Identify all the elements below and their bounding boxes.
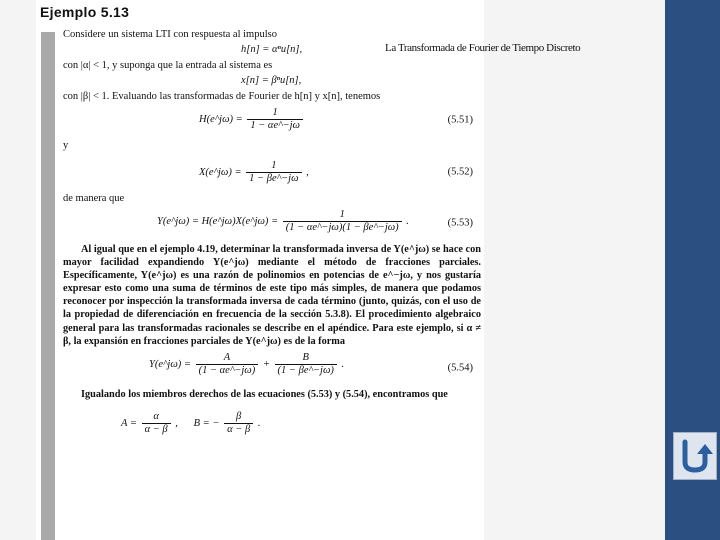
- equation-number: (5.54): [447, 362, 473, 374]
- equation-number: (5.51): [447, 114, 473, 126]
- slide-title: La Transformada de Fourier de Tiempo Discreto: [385, 42, 581, 54]
- equation-5-53: Y(e^jω) = H(e^jω)X(e^jω) = $\frac{1}{(1 - \alpha e\^{}-j\omega)(1 - \beta e\^{}-j\omega)}$ . (5.53): [157, 209, 473, 233]
- coefficients-equation: A = $\frac{\alpha}{\alpha - \beta}$ , B = − $\frac{\beta}{\alpha - \beta}$ .: [121, 410, 261, 435]
- equation-number: (5.52): [447, 166, 473, 178]
- equation-h: h[n] = αⁿu[n],: [241, 44, 303, 55]
- connector-line: de manera que: [63, 193, 125, 204]
- return-button[interactable]: [673, 432, 717, 480]
- conjunction-y: y: [63, 140, 69, 151]
- intro-line: Considere un sistema LTI con respuesta al impulso: [63, 29, 277, 40]
- equation-x: x[n] = βⁿu[n],: [241, 75, 302, 86]
- equation-5-52: X(e^jω) = $\frac{1}{1 - \beta e\^{}-j\omega}$ , (5.52): [199, 160, 473, 184]
- example-body: [63, 28, 481, 441]
- explanation-paragraph: Al igual que en el ejemplo 4.19, determinar la transformada inversa de Y(e^jω) se hace con mayor facilidad expandiendo Y(e^jω) mediante el método de fracciones parciales. Específicamente, Y(e^jω) es una razón de polinomios en potencias de e^−jω, y nos gustaría expresar esto como una suma de términos de este tipo más simples, de manera que podamos reconocer por inspección la transformada inversa de cada término (junto, quizás, con el uso de la propiedad de diferenciación en frecuencia de la sección 5.3.8). El procedimiento algebraico general para las transformadas racionales se describe en el apéndice. Para este ejemplo, si α ≠ β, la expansión en fracciones parciales de Y(e^jω) es de la forma: [63, 244, 481, 347]
- scanned-textbook-page: [36, 0, 484, 540]
- condition-alpha-line: con |α| < 1, y suponga que la entrada al sistema es: [63, 60, 273, 71]
- return-arrow-icon: [677, 436, 713, 476]
- condition-beta-line: con |β| < 1. Evaluando las transformadas de Fourier de h[n] y x[n], tenemos: [63, 91, 381, 102]
- equation-number: (5.53): [447, 217, 473, 229]
- equation-5-51: H(e^jω) = $\frac{1}{1 - \alpha e\^{}-j\omega}$ (5.51): [199, 107, 473, 131]
- example-side-bar: [41, 32, 55, 540]
- equation-5-54: Y(e^jω) = $\frac{A}{(1 - \alpha e\^{}-j\omega)}$ + $\frac{B}{(1 - \beta e\^{}-j\omega)}$ . (5.54): [149, 351, 473, 376]
- conclusion-line: Igualando los miembros derechos de las ecuaciones (5.53) y (5.54), encontramos que: [81, 388, 448, 400]
- example-heading: Ejemplo 5.13: [40, 4, 130, 20]
